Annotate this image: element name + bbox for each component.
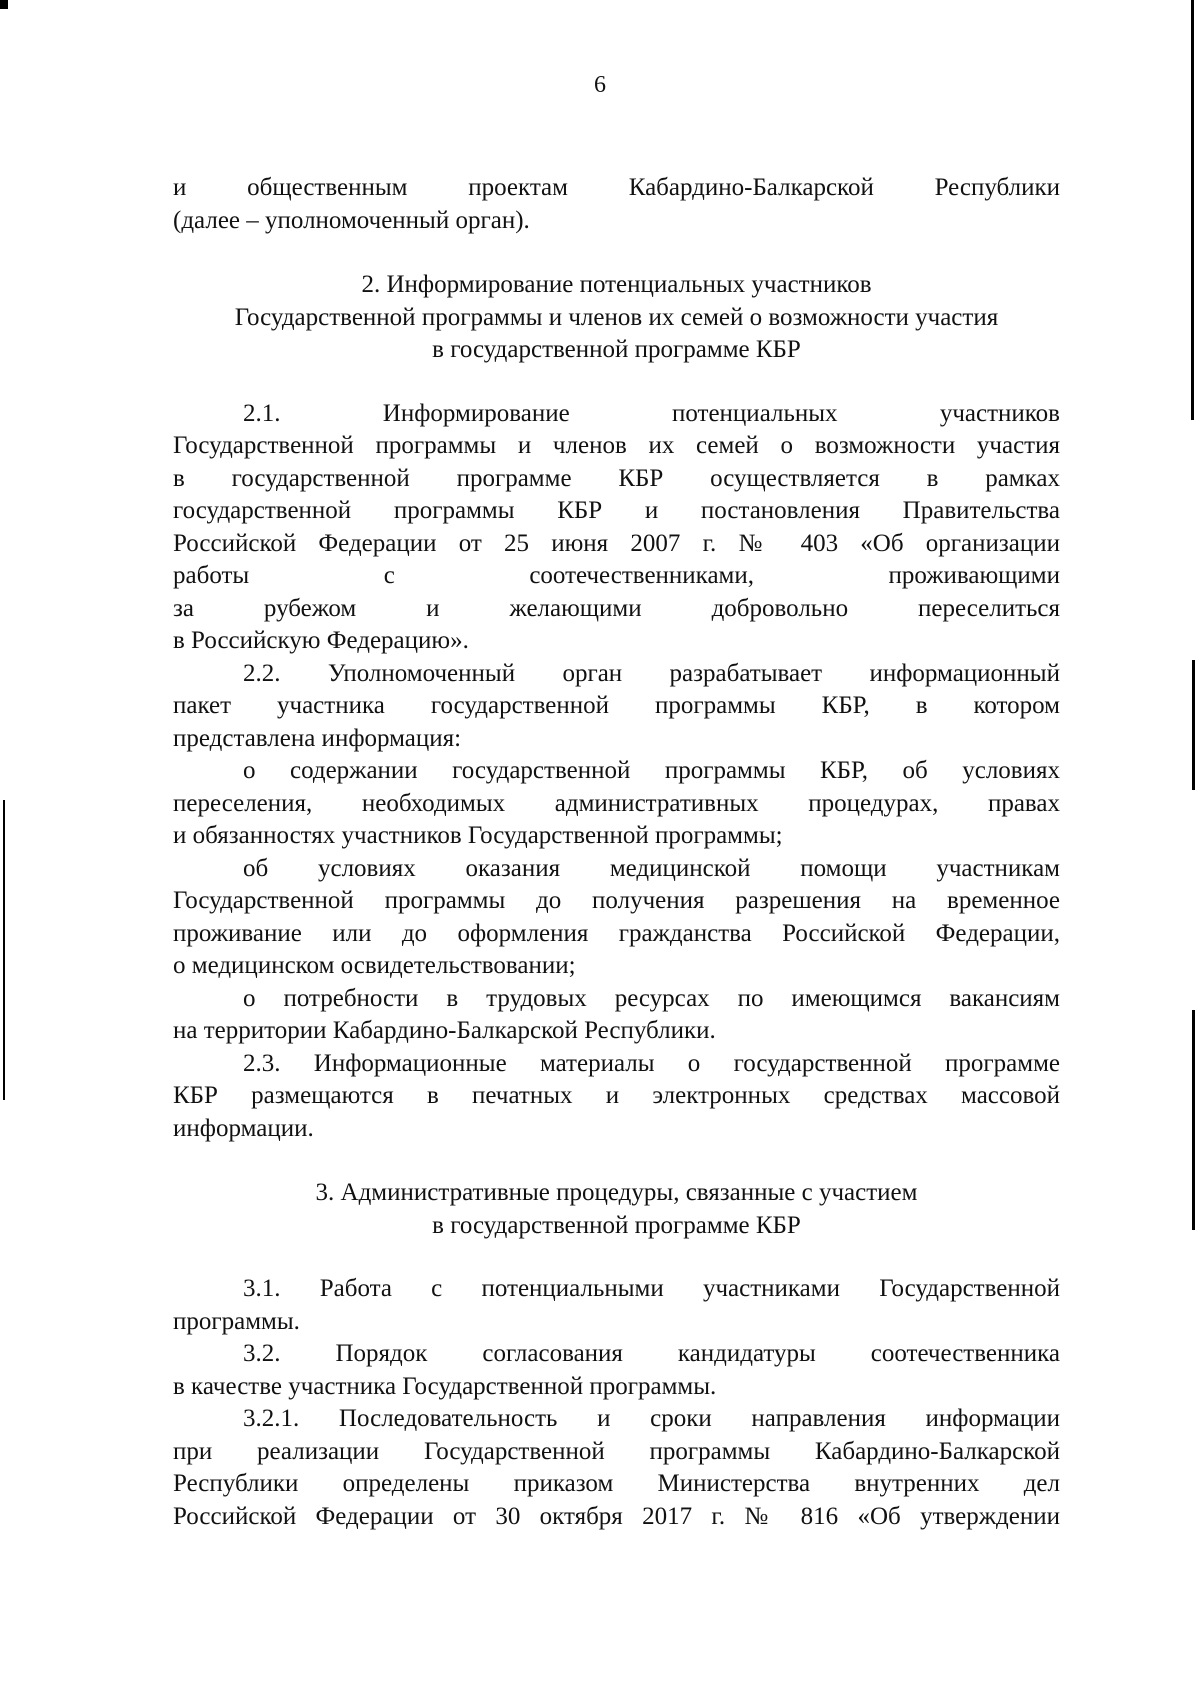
paragraph-line: в государственной программе КБР осуществляется в рамках <box>173 464 1060 492</box>
paragraph-line: работы с соотечественниками, проживающими <box>173 562 1060 589</box>
paragraph-line: пакет участника государственной программы КБР, в котором <box>173 692 1060 719</box>
paragraph-line: 3.2. Порядок согласования кандидатуры соотечественника <box>243 1340 1060 1367</box>
scan-edge-mark <box>3 800 5 1100</box>
paragraph-line: о медицинском освидетельствовании; <box>173 952 576 979</box>
paragraph <box>173 658 1060 756</box>
paragraph-line: 2.3. Информационные материалы о государственной программе <box>243 1049 1060 1077</box>
paragraph <box>173 172 1060 237</box>
paragraph-line: (далее – уполномоченный орган). <box>173 206 530 234</box>
paragraph-line: КБР размещаются в печатных и электронных средствах массовой <box>173 1082 1060 1109</box>
paragraph-line: Государственной программы и членов их семей о возможности участия <box>173 432 1060 459</box>
heading-line: 3. Административные процедуры, связанные с участием <box>315 1179 918 1206</box>
paragraph <box>173 755 1060 853</box>
paragraph-line: и общественным проектам Кабардино-Балкарской Республики <box>173 174 1060 201</box>
scan-edge-mark <box>0 0 8 9</box>
heading-line: Государственной программы и членов их семей о возможности участия <box>234 303 999 331</box>
scan-edge-mark <box>1192 660 1195 790</box>
paragraph-line: Республики определены приказом Министерства внутренних дел <box>173 1470 1060 1497</box>
paragraph <box>173 1403 1060 1533</box>
paragraph-line: программы. <box>173 1307 300 1335</box>
heading-line: 2. Информирование потенциальных участников <box>361 271 872 298</box>
paragraph <box>173 398 1060 658</box>
paragraph <box>173 1273 1060 1338</box>
paragraph-line: в Российскую Федерацию». <box>173 627 469 654</box>
paragraph-line: проживание или до оформления гражданства Российской Федерации, <box>173 919 1060 947</box>
paragraph-line: представлена информация: <box>173 724 462 752</box>
heading-line: в государственной программе КБР <box>432 336 801 363</box>
section-spacer <box>173 237 1060 269</box>
page-number: 6 <box>594 72 606 98</box>
paragraph-line: об условиях оказания медицинской помощи участникам <box>243 854 1060 882</box>
paragraph-line: переселения, необходимых административных процедурах, правах <box>173 789 1060 817</box>
paragraph-line: 3.1. Работа с потенциальными участниками Государственной <box>243 1275 1060 1302</box>
section-spacer <box>173 1145 1060 1177</box>
paragraph <box>173 1338 1060 1403</box>
paragraph <box>173 983 1060 1048</box>
paragraph-line: Российской Федерации от 25 июня 2007 г. № 403 «Об организации <box>173 529 1060 557</box>
document-body <box>173 172 1060 1533</box>
paragraph-line: о потребности в трудовых ресурсах по имеющимся вакансиям <box>243 984 1060 1012</box>
section-spacer <box>173 367 1060 398</box>
scan-edge-mark <box>1192 1010 1195 1230</box>
section-heading <box>173 1177 1060 1242</box>
paragraph-line: информации. <box>173 1114 314 1142</box>
paragraph <box>173 853 1060 983</box>
paragraph-line: 2.1. Информирование потенциальных участников <box>243 399 1060 427</box>
paragraph-line: за рубежом и желающими добровольно переселиться <box>173 594 1060 622</box>
section-heading <box>173 269 1060 367</box>
heading-line: в государственной программе КБР <box>432 1211 801 1239</box>
paragraph-line: и обязанностях участников Государственной программы; <box>173 822 783 849</box>
paragraph-line: на территории Кабардино-Балкарской Республики. <box>173 1017 716 1044</box>
paragraph-line: при реализации Государственной программы Кабардино-Балкарской <box>173 1437 1060 1465</box>
paragraph-line: 2.2. Уполномоченный орган разрабатывает информационный <box>243 659 1060 687</box>
paragraph-line: о содержании государственной программы КБР, об условиях <box>243 757 1060 784</box>
paragraph-line: Государственной программы до получения разрешения на временное <box>173 887 1060 914</box>
paragraph-line: государственной программы КБР и постановления Правительства <box>173 497 1060 524</box>
scan-edge-mark <box>1191 0 1194 420</box>
paragraph-line: в качестве участника Государственной программы. <box>173 1372 717 1400</box>
paragraph-line: Российской Федерации от 30 октября 2017 г. № 816 «Об утверждении <box>173 1502 1060 1530</box>
section-spacer <box>173 1242 1060 1273</box>
paragraph-line: 3.2.1. Последовательность и сроки направления информации <box>243 1405 1060 1432</box>
paragraph <box>173 1048 1060 1146</box>
